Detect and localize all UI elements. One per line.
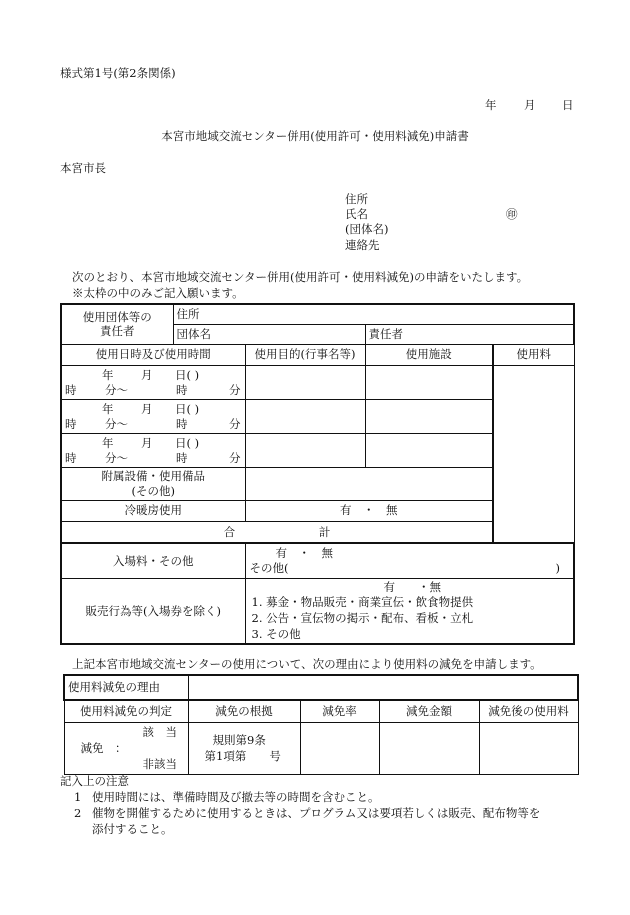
admission-field[interactable] (245, 543, 574, 579)
dt1-hour1: 時 (65, 382, 77, 397)
dt2-year: 年 (102, 401, 114, 416)
rate-cell[interactable] (300, 722, 379, 774)
total-label-2: 計 (318, 524, 331, 539)
header-rate: 減免率 (300, 700, 379, 722)
reduction-reason-field[interactable] (188, 675, 578, 700)
responsible-label-line2: 責任者 (100, 324, 135, 339)
admission-options: 有 ・ 無 (275, 546, 333, 560)
sales-options: 有 ・無 (383, 580, 441, 594)
address-field[interactable] (173, 304, 574, 324)
dt2-hour2: 時 (176, 416, 188, 431)
amount-cell[interactable] (379, 722, 479, 774)
total-label-1: 合 (223, 524, 236, 539)
note-2-text: 催物を開催するために使用するときは、プログラム又は要項若しくは販売、配布物等を (92, 806, 541, 820)
dt1-day: 日( ) (175, 367, 200, 382)
datetime-row-3[interactable] (61, 433, 245, 467)
fee-cell (493, 365, 574, 543)
dt3-min2: 分 (229, 450, 241, 465)
responsible-label-cell (61, 304, 173, 344)
applicant-name-label: 氏名 (345, 207, 368, 221)
dt2-month: 月 (141, 401, 153, 416)
after-fee-cell[interactable] (479, 722, 578, 774)
main-table (60, 303, 575, 645)
group-name-label: 団体名 (176, 326, 211, 341)
dt2-min2: 分 (229, 416, 241, 431)
judgement-prefix: 減免 ： (80, 740, 127, 755)
notes-heading: 記入上の注意 (60, 774, 129, 788)
purpose-cell-2[interactable] (245, 399, 365, 433)
responsible-person-field[interactable] (365, 324, 574, 344)
purpose-cell-1[interactable] (245, 365, 365, 399)
sales-field[interactable] (245, 579, 574, 645)
purpose-cell-3[interactable] (245, 433, 365, 467)
equipment-label-line1: 附属設備・使用備品 (101, 469, 205, 484)
dt1-min2: 分 (229, 382, 241, 397)
header-basis: 減免の根拠 (188, 700, 300, 722)
date-day: 日 (562, 98, 574, 112)
sales-item-1: 1. 募金・物品販売・商業宣伝・飲食物提供 (251, 595, 474, 609)
admission-label: 入場料・その他 (61, 543, 245, 579)
dt3-hour1: 時 (65, 450, 77, 465)
page-title: 本宮市地域交流センター併用(使用許可・使用料減免)申請書 (161, 129, 469, 143)
form-number: 様式第1号(第2条関係) (60, 66, 176, 80)
dt3-year: 年 (102, 435, 114, 450)
dt1-year: 年 (102, 367, 114, 382)
group-name-field[interactable] (173, 324, 365, 344)
facility-cell-2[interactable] (365, 399, 493, 433)
header-fee: 使用料 (493, 344, 574, 365)
basis-line1: 規則第9条 (212, 732, 266, 747)
header-after-fee: 減免後の使用料 (479, 700, 578, 722)
note-1-number: 1 (74, 790, 82, 804)
judgement-not-applicable[interactable]: 非該当 (142, 756, 177, 771)
equipment-label-cell (61, 467, 245, 500)
dt1-min1: 分～ (105, 382, 128, 397)
basis-cell[interactable] (188, 722, 300, 774)
thick-frame-note: ※太枠の中のみご記入願います。 (72, 286, 244, 300)
header-judgement: 使用料減免の判定 (64, 700, 188, 722)
dt3-min1: 分～ (105, 450, 128, 465)
intro-text: 次のとおり、本宮市地域交流センター併用(使用許可・使用料減免)の申請をいたします。 (72, 270, 529, 284)
equipment-field[interactable] (245, 467, 493, 500)
date-year: 年 (485, 98, 497, 112)
note-1-text: 使用時間には、準備時間及び撤去等の時間を含むこと。 (92, 790, 380, 804)
dt1-hour2: 時 (176, 382, 188, 397)
seal-mark: ㊞ (506, 207, 518, 221)
basis-line2: 第1項第 号 (204, 748, 281, 763)
responsible-person-label: 責任者 (368, 326, 403, 341)
equipment-label-line2: (その他) (131, 483, 175, 498)
dt3-hour2: 時 (176, 450, 188, 465)
facility-cell-1[interactable] (365, 365, 493, 399)
responsible-label-line1: 使用団体等の (82, 309, 152, 324)
dt3-day: 日( ) (175, 435, 200, 450)
datetime-row-1[interactable] (61, 365, 245, 399)
addressee: 本宮市長 (60, 161, 106, 175)
total-row (61, 521, 493, 543)
reduction-table (63, 674, 579, 775)
note-2-number: 2 (74, 806, 82, 820)
admission-other-open: その他( (249, 561, 289, 575)
header-facility: 使用施設 (365, 344, 493, 365)
reduction-reason-label: 使用料減免の理由 (64, 675, 188, 700)
aircon-options[interactable]: 有 ・ 無 (245, 500, 493, 521)
facility-cell-3[interactable] (365, 433, 493, 467)
dt2-hour1: 時 (65, 416, 77, 431)
header-datetime: 使用日時及び使用時間 (61, 344, 245, 365)
judgement-cell[interactable] (64, 722, 188, 774)
note-2-text-cont: 添付すること。 (92, 822, 173, 836)
address-label: 住所 (176, 307, 200, 322)
aircon-label: 冷暖房使用 (61, 500, 245, 521)
dt1-month: 月 (141, 367, 153, 382)
applicant-address-label: 住所 (345, 192, 368, 206)
header-amount: 減免金額 (379, 700, 479, 722)
sales-item-3: 3. その他 (251, 627, 301, 641)
date-month: 月 (524, 98, 536, 112)
admission-other-close: ) (555, 561, 560, 575)
judgement-applicable[interactable]: 該 当 (142, 724, 177, 739)
header-purpose: 使用目的(行事名等) (245, 344, 365, 365)
applicant-group-label: (団体名) (345, 222, 389, 236)
reduction-intro: 上記本宮市地域交流センターの使用について、次の理由により使用料の減免を申請します。 (72, 657, 542, 671)
dt3-month: 月 (141, 435, 153, 450)
sales-label: 販売行為等(入場券を除く) (61, 579, 245, 645)
applicant-contact-label: 連絡先 (345, 238, 380, 252)
dt2-day: 日( ) (175, 401, 200, 416)
sales-item-2: 2. 公告・宣伝物の掲示・配布、看板・立札 (251, 611, 474, 625)
dt2-min1: 分～ (105, 416, 128, 431)
datetime-row-2[interactable] (61, 399, 245, 433)
